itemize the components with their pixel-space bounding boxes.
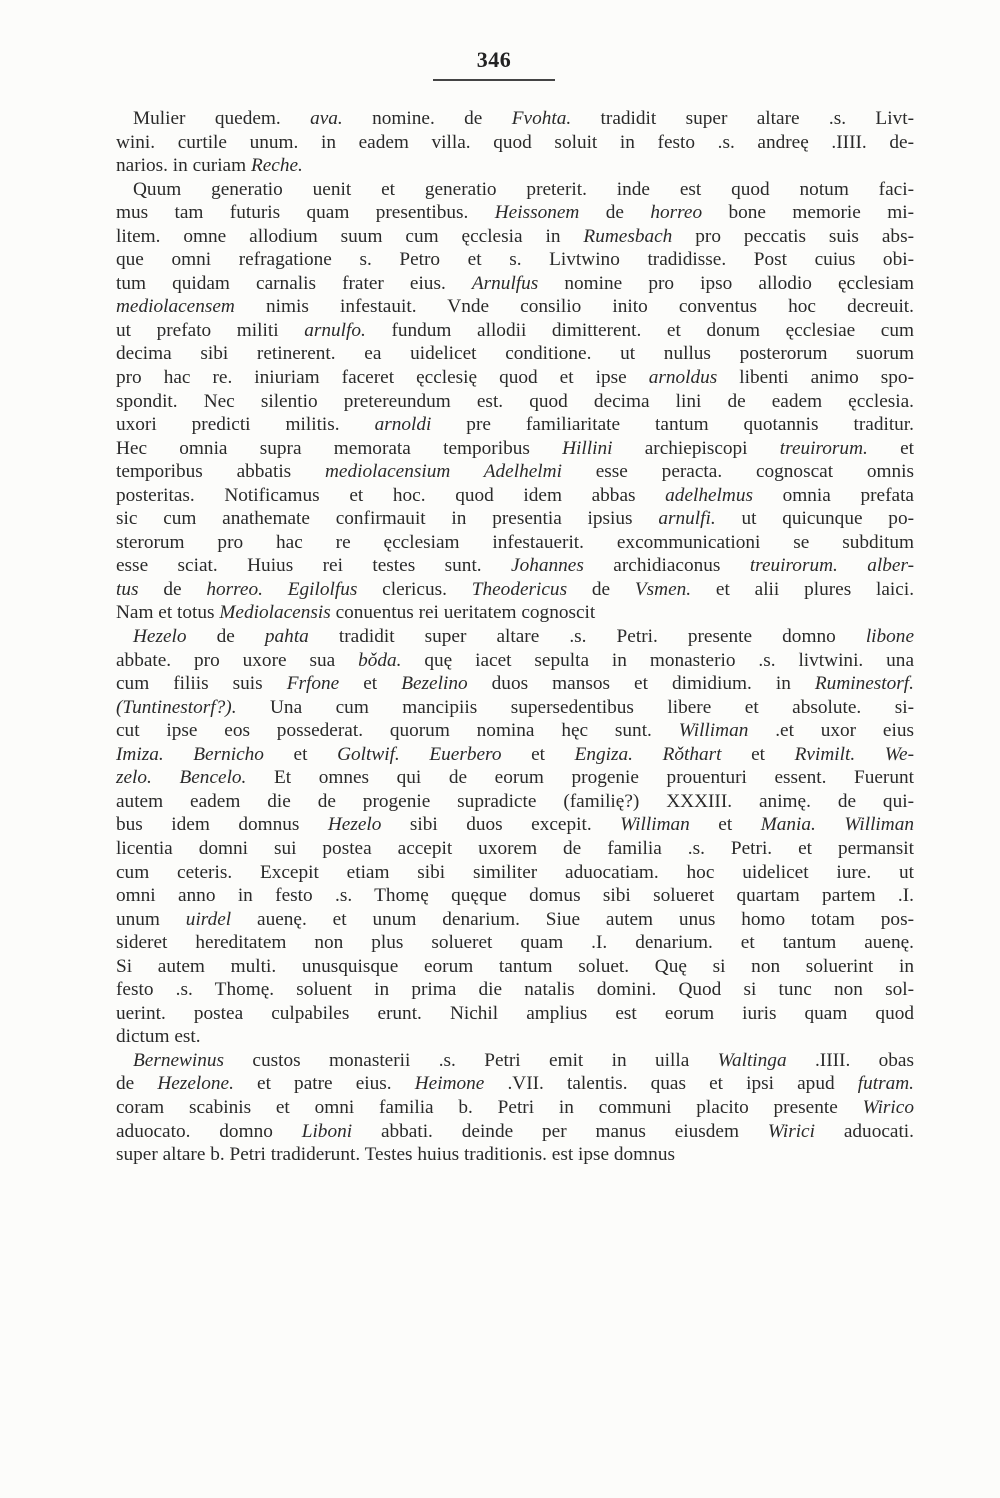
- text-line: [116, 1072, 914, 1096]
- text-line: [116, 813, 914, 837]
- text-line: [116, 1049, 914, 1073]
- italic-text: ava.: [310, 108, 343, 129]
- text-line: [116, 437, 914, 461]
- text-run: festo .s. Thomę. soluent in prima die natalis domini. Quod si tunc non sol-: [116, 979, 914, 1001]
- text-run: Hec omnia supra memorata temporibus: [116, 437, 563, 459]
- text-line: [116, 766, 914, 790]
- text-run: super altare b. Petri tradiderunt. Testes huius traditionis. est ipse domnus: [116, 1144, 675, 1166]
- text-run: posteritas. Notificamus et hoc. quod idem abbas: [116, 484, 666, 506]
- text-line: [116, 1143, 914, 1167]
- text-run: quę iacet sepulta in monasterio .s. livtwini. una: [401, 649, 914, 671]
- text-run: Una cum mancipiis supersedentibus libere et absolute. si-: [236, 696, 914, 718]
- text-run: aduocato. domno: [116, 1120, 302, 1142]
- italic-text: bǒda.: [358, 649, 402, 671]
- italic-text: Heimone: [414, 1073, 485, 1095]
- text-line: [116, 413, 914, 437]
- text-line: [116, 225, 914, 249]
- italic-text: arnoldi: [374, 414, 432, 436]
- text-run: spondit. Nec silentio pretereundum est. quod decima lini de eadem ęcclesia.: [116, 390, 914, 412]
- text-run: libenti animo spo-: [717, 367, 914, 389]
- text-line: [116, 484, 914, 508]
- text-line: [116, 931, 914, 955]
- text-line: [116, 861, 914, 885]
- page-number: 346: [476, 47, 512, 72]
- italic-text: Wirici: [767, 1120, 815, 1142]
- text-line: [116, 1096, 914, 1120]
- text-run: et: [263, 743, 338, 765]
- paragraph: [116, 178, 914, 625]
- italic-text: zelo. Bencelo.: [116, 767, 247, 789]
- text-run: et patre eius.: [233, 1073, 415, 1095]
- text-run: bus idem domnus: [116, 814, 328, 836]
- italic-text: arnulfi.: [658, 508, 716, 530]
- italic-text: Bernewinus: [133, 1049, 225, 1071]
- text-line: [116, 295, 914, 319]
- text-run: bone memorie mi-: [702, 202, 914, 224]
- text-line: [116, 342, 914, 366]
- text-run: et alii plures laici.: [691, 578, 915, 600]
- text-line: [116, 649, 914, 673]
- text-run: cum filiis suis: [116, 673, 287, 695]
- text-line: [116, 578, 914, 602]
- text-run: Mulier quedem.: [133, 108, 311, 129]
- text-run: de: [116, 1073, 158, 1095]
- text-line: [116, 248, 914, 272]
- text-run: dictum est.: [116, 1026, 201, 1048]
- text-run: .IIII. obas: [786, 1049, 914, 1071]
- text-run: nimis infestauit. Vnde consilio inito conventus hoc decreuit.: [234, 296, 914, 318]
- text-run: ut prefato militi: [116, 319, 305, 341]
- text-run: abbati. deinde per manus eiusdem: [352, 1120, 768, 1142]
- text-run: pro hac re. iniuriam faceret ęcclesię quod et ipse: [116, 367, 649, 389]
- italic-text: treuirorum. alber-: [749, 555, 914, 577]
- text-line: [116, 837, 914, 861]
- text-run: et: [721, 743, 795, 765]
- italic-text: Fvohta.: [511, 108, 572, 129]
- italic-text: Imiza. Bernicho: [116, 743, 264, 765]
- italic-text: Mania. Williman: [760, 814, 914, 836]
- text-line: [116, 507, 914, 531]
- text-run: aduocati.: [814, 1120, 914, 1142]
- text-run: que omni refragatione s. Petro et s. Livtwino tradidisse. Post cuius obi-: [116, 249, 914, 271]
- text-line: [116, 719, 914, 743]
- italic-text: mediolacensium Adelhelmi: [325, 461, 562, 483]
- text-run: sibi duos excepit.: [381, 814, 621, 836]
- text-run: tum quidam carnalis frater eius.: [116, 272, 472, 294]
- italic-text: Arnulfus: [471, 272, 539, 294]
- text-run: de: [138, 578, 207, 600]
- italic-text: Hezelo: [327, 814, 382, 836]
- text-run: licentia domni sui postea accepit uxorem de familia .s. Petri. et permansit: [116, 837, 914, 859]
- text-run: tradidit super altare .s. Petri. presente domno: [308, 626, 866, 648]
- text-run: custos monasterii .s. Petri emit in uilla: [224, 1049, 718, 1071]
- text-line: [116, 554, 914, 578]
- italic-text: horreo. Egilolfus: [206, 578, 358, 600]
- text-run: autem eadem die de progenie supradicte (familię?) XXXIII. animę. de qui-: [116, 790, 914, 812]
- italic-text: Williman: [620, 814, 690, 836]
- italic-text: libone: [865, 626, 915, 648]
- text-line: [116, 1025, 914, 1049]
- text-run: tradidit super altare .s. Livt-: [571, 108, 914, 129]
- text-run: ut quicunque po-: [715, 508, 914, 530]
- text-run: omni anno in festo .s. Thomę quęque domus sibi solueret quartam partem .I.: [116, 885, 914, 907]
- italic-text: arnulfo.: [304, 319, 366, 341]
- italic-text: adelhelmus: [665, 484, 753, 506]
- text-run: et: [501, 743, 575, 765]
- italic-text: Rvimilt. We-: [794, 743, 915, 765]
- text-run: Et omnes qui de eorum progenie prouenturi essent. Fuerunt: [246, 767, 914, 789]
- text-run: sic cum anathemate confirmauit in presentia ipsius: [116, 508, 659, 530]
- text-line: [116, 625, 914, 649]
- italic-text: Rumesbach: [583, 225, 673, 247]
- italic-text: (Tuntinestorf?).: [116, 696, 237, 718]
- text-run: coram scabinis et omni familia b. Petri in communi placito presente: [116, 1096, 863, 1118]
- text-line: [116, 319, 914, 343]
- text-line: [116, 955, 914, 979]
- italic-text: Waltinga: [717, 1049, 787, 1071]
- italic-text: Liboni: [301, 1120, 353, 1142]
- text-run: cum ceteris. Excepit etiam sibi similiter aduocatiam. hoc uidelicet iure. ut: [116, 861, 914, 883]
- italic-text: Hillini: [562, 437, 613, 459]
- italic-text: uirdel: [185, 908, 232, 930]
- italic-text: Theodericus: [471, 578, 568, 600]
- text-run: Si autem multi. unusquisque eorum tantum soluet. Quę si non soluerint in: [116, 955, 914, 977]
- text-run: unum: [116, 908, 186, 930]
- italic-text: treuirorum.: [779, 437, 868, 459]
- text-line: [116, 366, 914, 390]
- text-run: sterorum pro hac re ęcclesiam infestauerit. excommunicationi se subditum: [116, 531, 914, 553]
- text-run: sideret hereditatem non plus solueret quam .I. denarium. et tantum auenę.: [116, 932, 914, 954]
- text-line: [116, 460, 914, 484]
- text-line: [116, 107, 914, 131]
- text-run: clericus.: [357, 578, 472, 600]
- text-run: omnia prefata: [752, 484, 914, 506]
- italic-text: horreo: [650, 202, 703, 224]
- text-run: nomine. de: [342, 108, 512, 129]
- text-run: archiepiscopi: [612, 437, 780, 459]
- italic-text: mediolacensem: [116, 296, 235, 318]
- text-line: [116, 531, 914, 555]
- text-run: de: [186, 626, 265, 648]
- text-run: narios. in curiam: [116, 155, 251, 177]
- text-run: uerint. postea culpabiles erunt. Nichil amplius est eorum iuris quam quod: [116, 1002, 914, 1024]
- text-line: [116, 743, 914, 767]
- text-run: fundum allodii dimitterent. et donum ęcclesiae cum: [365, 319, 914, 341]
- italic-text: arnoldus: [648, 367, 718, 389]
- italic-text: Mediolacensis: [219, 602, 331, 624]
- text-run: litem. omne allodium suum cum ęcclesia in: [116, 225, 584, 247]
- italic-text: Reche.: [250, 155, 303, 177]
- text-line: [116, 696, 914, 720]
- text-run: auenę. et unum denarium. Siue autem unus homo totam pos-: [231, 908, 914, 930]
- text-run: cut ipse eos possederat. quorum nomina hęc sunt.: [116, 720, 679, 742]
- text-line: [116, 201, 914, 225]
- header-rule: [433, 79, 555, 81]
- text-line: [116, 601, 914, 625]
- text-run: conuentus rei ueritatem cognoscit: [330, 602, 596, 624]
- text-line: [116, 1120, 914, 1144]
- paragraph: [116, 1049, 914, 1167]
- text-run: .et uxor eius: [748, 720, 914, 742]
- text-run: temporibus abbatis: [116, 461, 325, 483]
- italic-text: Vsmen.: [634, 578, 692, 600]
- italic-text: Heissonem: [494, 202, 580, 224]
- text-line: [116, 178, 914, 202]
- text-run: uxori predicti militis.: [116, 414, 375, 436]
- text-run: Quum generatio uenit et generatio preterit. inde est quod notum faci-: [133, 178, 914, 200]
- italic-text: Engiza. Rǒthart: [574, 743, 722, 765]
- text-run: Nam et totus: [116, 602, 220, 624]
- text-line: [116, 978, 914, 1002]
- paragraph: [116, 107, 914, 178]
- text-line: [116, 1002, 914, 1026]
- text-line: [116, 131, 914, 155]
- italic-text: tus: [116, 578, 139, 600]
- italic-text: Hezelo: [133, 626, 187, 648]
- italic-text: futram.: [857, 1073, 914, 1095]
- italic-text: Goltwif. Euerbero: [337, 743, 502, 765]
- text-run: pro peccatis suis abs-: [672, 225, 915, 247]
- italic-text: Johannes: [511, 555, 584, 577]
- text-run: de: [567, 578, 635, 600]
- italic-text: pahta: [264, 626, 309, 648]
- text-line: [116, 908, 914, 932]
- text-line: [116, 390, 914, 414]
- text-run: duos mansos et dimidium. in: [467, 673, 815, 695]
- text-run: decima sibi retinerent. ea uidelicet conditione. ut nullus posterorum suorum: [116, 343, 914, 365]
- text-line: [116, 790, 914, 814]
- text-run: nomine pro ipso allodio ęcclesiam: [538, 272, 914, 294]
- italic-text: Frfone: [286, 673, 340, 695]
- italic-text: Hezelone.: [157, 1073, 234, 1095]
- paragraph: [116, 625, 914, 1049]
- text-run: abbate. pro uxore sua: [116, 649, 359, 671]
- text-run: et: [339, 673, 402, 695]
- text-run: esse peracta. cognoscat omnis: [561, 461, 914, 483]
- document-body: [116, 107, 914, 1167]
- text-line: [116, 272, 914, 296]
- text-run: et: [689, 814, 761, 836]
- text-run: wini. curtile unum. in eadem villa. quod soluit in festo .s. andreę .IIII. de-: [116, 131, 914, 153]
- text-run: et: [867, 437, 914, 459]
- text-run: de: [579, 202, 651, 224]
- text-line: [116, 154, 914, 178]
- text-run: .VII. talentis. quas et ipsi apud: [484, 1073, 858, 1095]
- italic-text: Wirico: [862, 1096, 914, 1118]
- italic-text: Ruminestorf.: [814, 673, 914, 695]
- text-line: [116, 672, 914, 696]
- text-run: archidiaconus: [583, 555, 750, 577]
- italic-text: Williman: [678, 720, 749, 742]
- text-run: esse sciat. Huius rei testes sunt.: [116, 555, 512, 577]
- text-run: mus tam futuris quam presentibus.: [116, 202, 495, 224]
- text-run: pre familiaritate tantum quotannis traditur.: [431, 414, 914, 436]
- text-line: [116, 884, 914, 908]
- italic-text: Bezelino: [401, 673, 468, 695]
- page-header: [433, 46, 555, 81]
